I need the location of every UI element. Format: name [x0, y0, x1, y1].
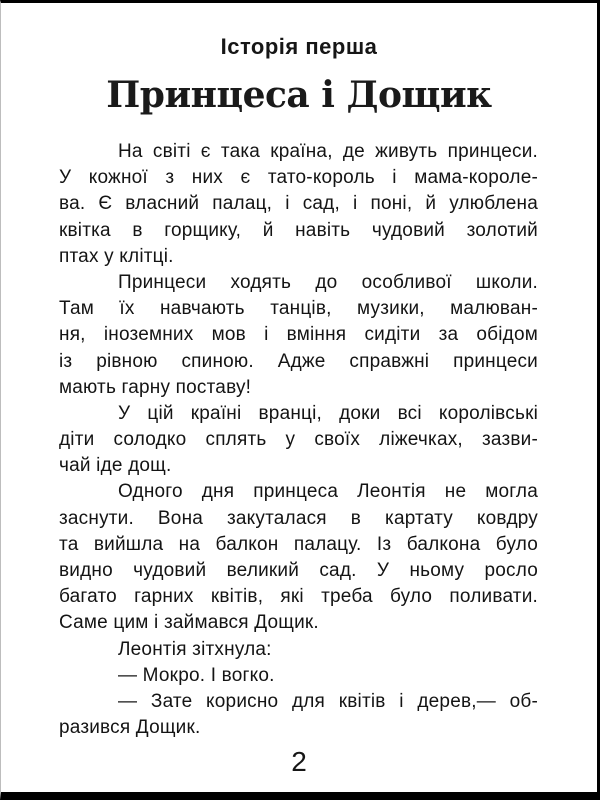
- text-line: птах у клітці.: [59, 245, 174, 267]
- paragraph: [59, 139, 538, 270]
- body-text: [59, 139, 538, 741]
- paragraph: [59, 637, 538, 663]
- text-line: Там їх навчають танців, музики, малюван-: [59, 298, 538, 320]
- text-line: видно чудовий великий сад. У ньому росло: [59, 560, 538, 581]
- paragraph: [59, 689, 538, 741]
- text-line: — Мокро. І вогко.: [118, 664, 275, 686]
- text-line: багато гарних квітів, які треба було поливати.: [59, 586, 538, 608]
- text-line: разився Дощик.: [59, 717, 201, 739]
- page-number: 2: [291, 746, 307, 777]
- text-line: У кожної з них є тато-король і мама-короле-: [59, 167, 538, 189]
- paragraph: [59, 479, 538, 636]
- paragraph: [59, 401, 538, 480]
- text-line: заснути. Вона закуталася в картату ковдру: [59, 507, 538, 529]
- text-line: У цій країні вранці, доки всі королівські: [118, 402, 538, 424]
- text-line: На світі є така країна, де живуть принцеси.: [118, 141, 538, 162]
- text-line: із рівною спиною. Адже справжні принцеси: [59, 350, 538, 372]
- text-line: діти солодко сплять у своїх ліжечках, зазви-: [59, 429, 538, 451]
- paragraph: [59, 270, 538, 401]
- text-line: квітка в горщику, й навіть чудовий золотий: [59, 219, 538, 241]
- text-line: Саме цим і займався Дощик.: [59, 612, 319, 634]
- story-title: Принцеса і Дощик: [106, 74, 492, 116]
- text-line: — Зате корисно для квітів і дерев,— об-: [118, 690, 538, 712]
- text-line: Леонтія зітхнула:: [118, 638, 272, 660]
- text-line: ня, іноземних мов і вміння сидіти за обідом: [59, 324, 538, 346]
- story-header: Історія перша: [220, 34, 378, 59]
- text-line: мають гарну поставу!: [59, 376, 252, 398]
- text-line: Одного дня принцеса Леонтія не могла: [118, 481, 538, 503]
- text-line: та вийшла на балкон палацу. Із балкона було: [59, 533, 538, 555]
- text-line: чай іде дощ.: [59, 455, 172, 477]
- text-line: ва. Є власний палац, і сад, і поні, й улюблена: [59, 193, 538, 215]
- paragraph: [59, 663, 538, 689]
- text-line: Принцеси ходять до особливої школи.: [118, 271, 538, 293]
